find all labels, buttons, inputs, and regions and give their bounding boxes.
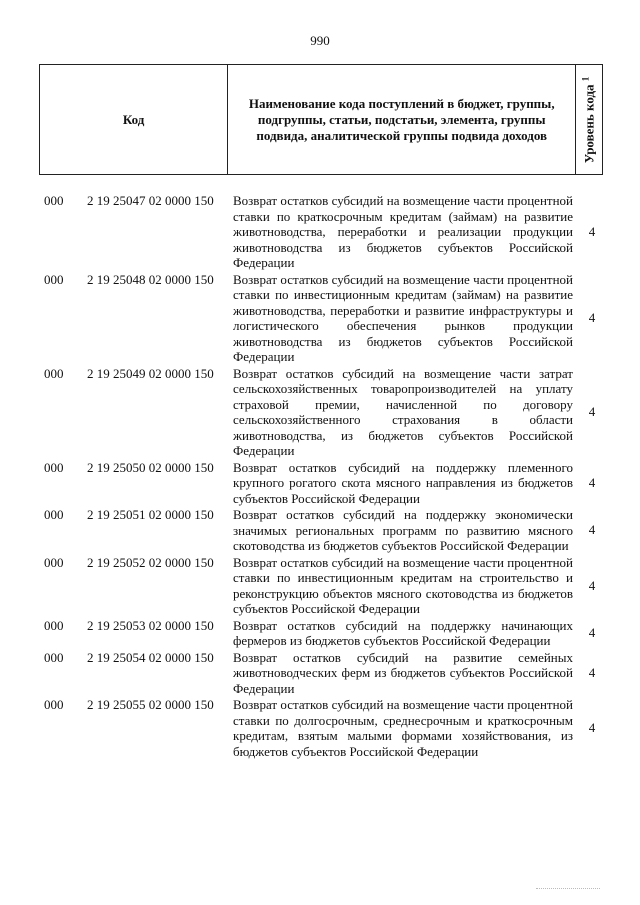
row-level: 4 — [588, 522, 596, 538]
table-row — [0, 697, 640, 759]
row-code: 2 19 25052 02 0000 150 — [87, 554, 214, 570]
table-header — [39, 64, 603, 175]
row-description: Возврат остатков субсидий на поддержку экономически значимых региональных программ по развитию мясного скотоводства из бюджетов субъектов Российской Федерации — [233, 507, 573, 553]
table-row — [0, 460, 640, 507]
row-admin-code: 000 — [44, 697, 64, 712]
row-description: Возврат остатков субсидий на возмещение части процентной ставки по инвестиционным кредитам (займам) на развитие животноводства, переработки и развитие инфраструктуры и логистического обеспечения рынков продукции животноводства из бюджетов субъектов Российской Федерации — [233, 271, 573, 364]
row-level: 4 — [588, 223, 596, 239]
row-description: Возврат остатков субсидий на развитие семейных животноводческих ферм из бюджетов субъектов Российской Федерации — [233, 649, 573, 696]
table-row — [0, 193, 640, 271]
row-description: Возврат остатков субсидий на возмещение части затрат сельскохозяйственных товаропроизводителей на уплату страховой премии, начисленной по договору сельскохозяйственного страхования в области животноводства, из бюджетов субъектов Российской Федерации — [233, 365, 573, 458]
table-row — [0, 272, 640, 365]
row-code: 2 19 25053 02 0000 150 — [87, 617, 214, 633]
page-number: 990 — [310, 33, 330, 48]
row-admin-code: 000 — [44, 271, 64, 287]
row-level: 4 — [588, 474, 596, 490]
header-level-label: Уровень кода — [581, 83, 597, 163]
row-code: 2 19 25055 02 0000 150 — [87, 697, 214, 712]
table-row — [0, 650, 640, 697]
row-level: 4 — [588, 310, 596, 325]
row-level: 4 — [588, 720, 596, 735]
table-row — [0, 555, 640, 617]
row-code: 2 19 25050 02 0000 150 — [87, 459, 214, 475]
table-body — [0, 193, 640, 760]
row-code: 2 19 25054 02 0000 150 — [87, 649, 214, 665]
row-description: Возврат остатков субсидий на возмещение части процентной ставки по краткосрочным кредитам (займам) на развитие животноводства, переработки и реализации продукции животноводства из бюджетов субъектов Российской Федерации — [233, 193, 573, 270]
row-code: 2 19 25047 02 0000 150 — [87, 193, 214, 208]
row-admin-code: 000 — [44, 193, 64, 208]
row-description: Возврат остатков субсидий на поддержку племенного крупного рогатого скота мясного направления из бюджетов субъектов Российской Федерации — [233, 459, 573, 506]
row-admin-code: 000 — [44, 365, 64, 381]
row-admin-code: 000 — [44, 507, 64, 522]
row-description: Возврат остатков субсидий на поддержку начинающих фермеров из бюджетов субъектов Российской Федерации — [233, 617, 573, 648]
row-description: Возврат остатков субсидий на возмещение части процентной ставки по долгосрочным, среднесрочным и краткосрочным кредитам, взятым малыми формами хозяйствования, из бюджетов субъектов Российской Федерации — [233, 697, 573, 759]
row-admin-code: 000 — [44, 649, 64, 665]
table-row — [0, 366, 640, 459]
row-description: Возврат остатков субсидий на возмещение части процентной ставки по инвестиционным кредитам на строительство и реконструкцию объектов мясного скотоводства из бюджетов субъектов Российской Федерации — [233, 554, 573, 616]
row-level: 4 — [588, 404, 596, 419]
row-level: 4 — [588, 577, 596, 593]
table-row — [0, 618, 640, 649]
header-level-text — [580, 76, 597, 163]
row-admin-code: 000 — [44, 554, 64, 570]
header-level — [576, 65, 602, 174]
header-name: Наименование кода поступлений в бюджет, группы, подгруппы, статьи, подстатьи, элемента, группы подвида, аналитической группы подвида доходов — [228, 65, 576, 174]
row-code: 2 19 25049 02 0000 150 — [87, 365, 214, 381]
footer-divider — [536, 888, 600, 890]
table-row — [0, 507, 640, 554]
row-level: 4 — [588, 625, 596, 640]
row-code: 2 19 25048 02 0000 150 — [87, 271, 214, 287]
row-level: 4 — [588, 664, 596, 680]
row-admin-code: 000 — [44, 459, 64, 475]
header-code: Код — [40, 65, 228, 174]
row-admin-code: 000 — [44, 617, 64, 633]
header-level-footnote: 1 — [580, 76, 591, 81]
row-code: 2 19 25051 02 0000 150 — [87, 507, 214, 522]
